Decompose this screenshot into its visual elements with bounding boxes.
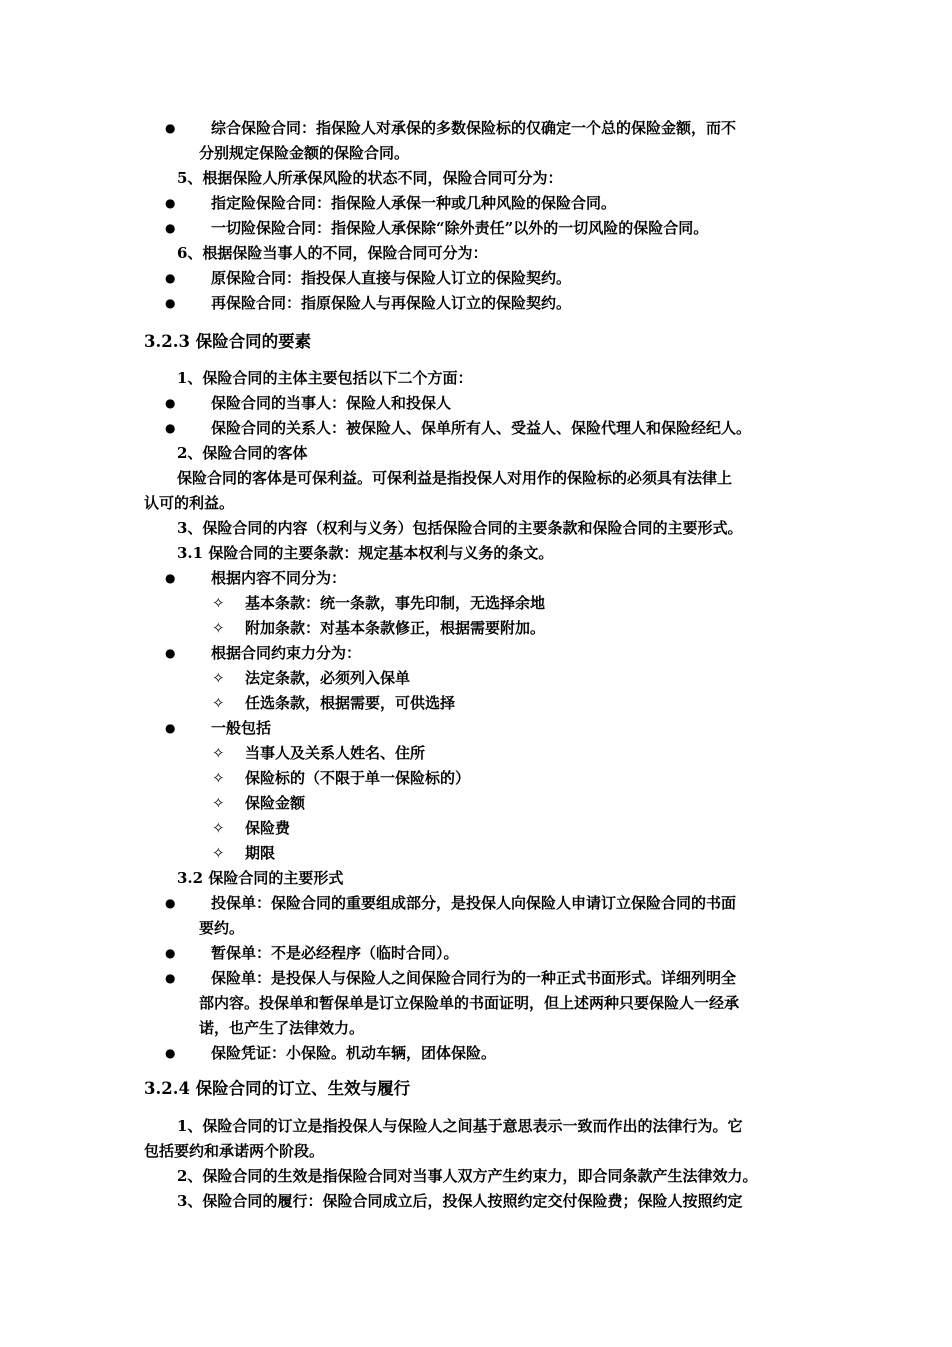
sub-bullet-text: 保险标的（不限于单一保险标的） — [245, 769, 471, 787]
bullet-icon: ● — [165, 1046, 176, 1060]
paragraph-text: 3、保险合同的履行：保险合同成立后，投保人按照约定交付保险费；保险人按照约定 — [177, 1192, 743, 1210]
bullet-text: 保险凭证：小保险。机动车辆，团体保险。 — [211, 1044, 497, 1062]
diamond-icon: ✧ — [212, 669, 225, 687]
sub-numbered-item: 3.2 保险合同的主要形式 — [177, 869, 344, 887]
bullet-text: 根据合同约束力分为： — [211, 644, 362, 662]
bullet-text-continued: 分别规定保险金额的保险合同。 — [199, 144, 410, 162]
diamond-icon: ✧ — [212, 769, 225, 787]
sub-bullet-text: 附加条款：对基本条款修正，根据需要附加。 — [245, 619, 546, 637]
numbered-item: 5、根据保险人所承保风险的状态不同，保险合同可分为： — [177, 169, 563, 187]
bullet-icon: ● — [165, 646, 176, 660]
diamond-icon: ✧ — [212, 619, 225, 637]
numbered-item: 2、保险合同的客体 — [177, 444, 308, 462]
bullet-icon: ● — [165, 271, 176, 285]
bullet-icon: ● — [165, 896, 176, 910]
bullet-icon: ● — [165, 221, 176, 235]
bullet-text: 指定险保险合同：指保险人承保一种或几种风险的保险合同。 — [211, 194, 617, 212]
sub-bullet-text: 期限 — [245, 844, 276, 862]
bullet-icon: ● — [165, 396, 176, 410]
bullet-icon: ● — [165, 296, 176, 310]
numbered-item: 6、根据保险当事人的不同，保险合同可分为： — [177, 244, 488, 262]
diamond-icon: ✧ — [212, 744, 225, 762]
sub-numbered-item: 3.1 保险合同的主要条款：规定基本权利与义务的条文。 — [177, 544, 554, 562]
bullet-icon: ● — [165, 946, 176, 960]
section-heading: 3.2.4 保险合同的订立、生效与履行 — [144, 1079, 411, 1098]
bullet-icon: ● — [165, 421, 176, 435]
paragraph-text: 保险合同的客体是可保利益。可保利益是指投保人对用作的保险标的必须具有法律上 — [177, 469, 733, 487]
bullet-text-continued: 要约。 — [199, 919, 245, 937]
sub-bullet-text: 保险费 — [245, 819, 291, 837]
paragraph-text: 2、保险合同的生效是指保险合同对当事人双方产生约束力，即合同条款产生法律效力。 — [177, 1167, 758, 1185]
sub-bullet-text: 基本条款：统一条款，事先印制，无选择余地 — [245, 594, 546, 612]
bullet-icon: ● — [165, 121, 176, 135]
bullet-text-continued: 部内容。投保单和暂保单是订立保险单的书面证明，但上述两种只要保险人一经承 — [199, 994, 740, 1012]
sub-bullet-text: 保险金额 — [245, 794, 306, 812]
bullet-text: 综合保险合同：指保险人对承保的多数保险标的仅确定一个总的保险金额，而不 — [211, 119, 737, 137]
section-heading: 3.2.3 保险合同的要素 — [144, 332, 312, 351]
diamond-icon: ✧ — [212, 594, 225, 612]
bullet-text-continued: 诺，也产生了法律效力。 — [199, 1019, 365, 1037]
diamond-icon: ✧ — [212, 794, 225, 812]
bullet-text: 再保险合同：指原保险人与再保险人订立的保险契约。 — [211, 294, 572, 312]
numbered-item: 1、保险合同的主体主要包括以下二个方面： — [177, 369, 473, 387]
paragraph-text-continued: 认可的利益。 — [144, 494, 235, 512]
bullet-text: 根据内容不同分为： — [211, 569, 347, 587]
bullet-text: 一切险保险合同：指保险人承保除“除外责任”以外的一切风险的保险合同。 — [211, 219, 709, 237]
bullet-text: 投保单：保险合同的重要组成部分，是投保人向保险人申请订立保险合同的书面 — [211, 894, 737, 912]
diamond-icon: ✧ — [212, 694, 225, 712]
numbered-item: 3、保险合同的内容（权利与义务）包括保险合同的主要条款和保险合同的主要形式。 — [177, 519, 743, 537]
bullet-text: 保险合同的当事人：保险人和投保人 — [211, 394, 452, 412]
sub-bullet-text: 法定条款，必须列入保单 — [245, 669, 411, 687]
paragraph-text: 1、保险合同的订立是指投保人与保险人之间基于意思表示一致而作出的法律行为。它 — [177, 1117, 743, 1135]
bullet-text: 保险合同的关系人：被保险人、保单所有人、受益人、保险代理人和保险经纪人。 — [211, 419, 752, 437]
sub-bullet-text: 任选条款，根据需要，可供选择 — [245, 694, 456, 712]
bullet-text: 一般包括 — [211, 719, 272, 737]
paragraph-text-continued: 包括要约和承诺两个阶段。 — [144, 1142, 325, 1160]
bullet-text: 暂保单：不是必经程序（临时合同）。 — [211, 944, 459, 962]
bullet-icon: ● — [165, 571, 176, 585]
bullet-icon: ● — [165, 971, 176, 985]
bullet-icon: ● — [165, 196, 176, 210]
bullet-text: 保险单：是投保人与保险人之间保险合同行为的一种正式书面形式。详细列明全 — [211, 969, 737, 987]
sub-bullet-text: 当事人及关系人姓名、住所 — [245, 744, 426, 762]
bullet-icon: ● — [165, 721, 176, 735]
bullet-text: 原保险合同：指投保人直接与保险人订立的保险契约。 — [211, 269, 572, 287]
diamond-icon: ✧ — [212, 844, 225, 862]
diamond-icon: ✧ — [212, 819, 225, 837]
